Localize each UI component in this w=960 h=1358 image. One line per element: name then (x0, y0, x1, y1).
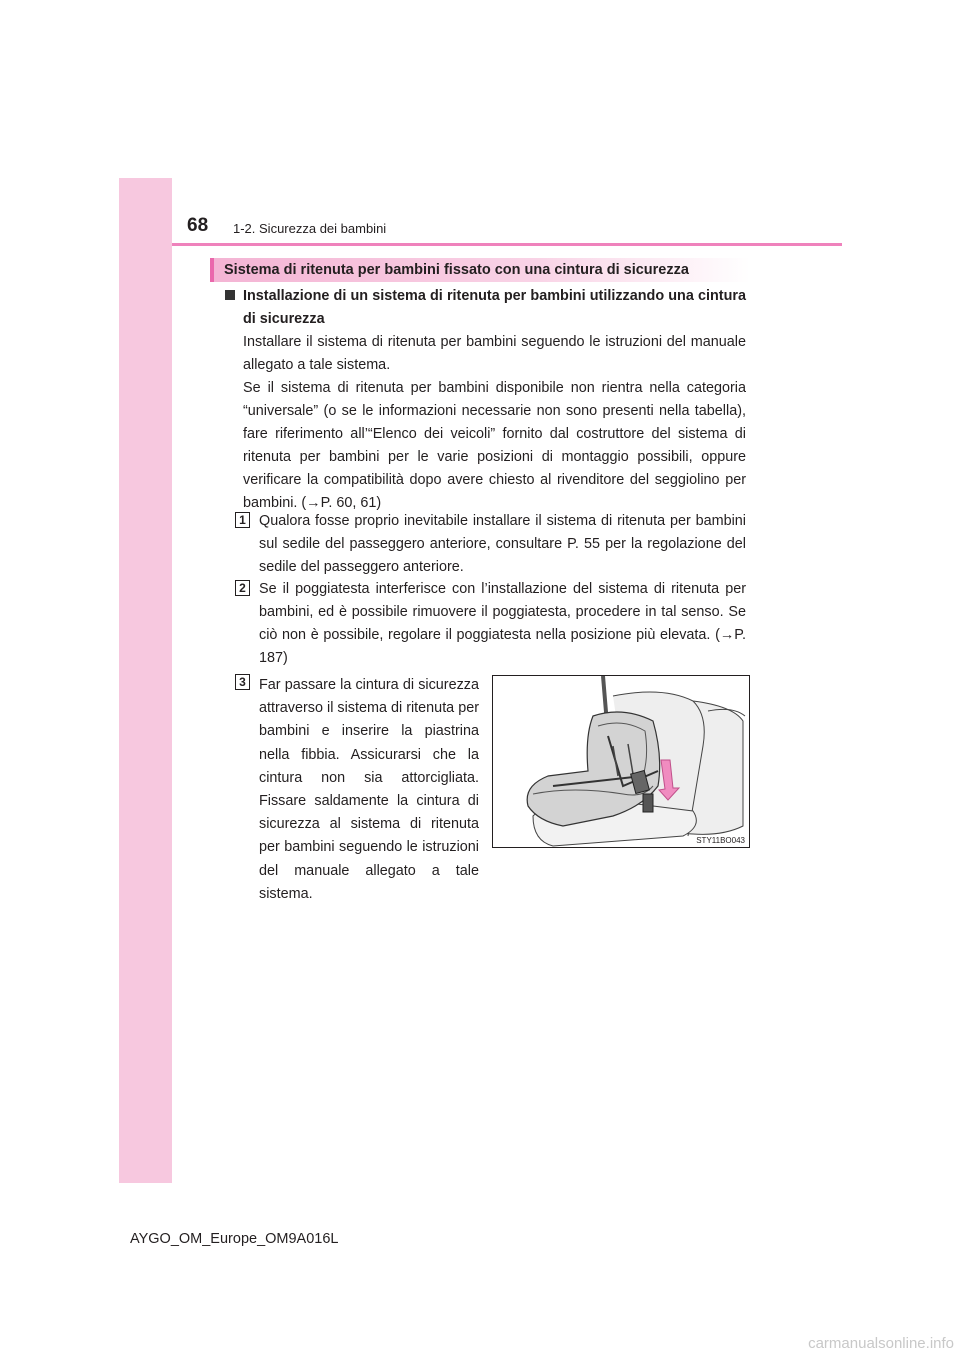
watermark: carmanualsonline.info (808, 1335, 954, 1352)
step-text-3: Far passare la cintura di sicurezza attraverso il sistema di ritenuta per bambini e inserire la piastrina nella fibbia. Assicurarsi che la cintura non sia attorcigliata. Fissare saldamente la cintura di sicurezza al sistema di ritenuta per bambini seguendo le istruzioni del manuale allegato a tale sistema. (259, 677, 479, 902)
header-rule (172, 243, 842, 246)
step-text-2: Se il poggiatesta interferisce con l’installazione del sistema di ritenuta per bambini, ed è possibile rimuovere il poggiatesta, procedere in tal senso. Se ciò non è possibile, regolare il poggiatesta nella posizione più elevata. (→P. 187) (259, 581, 746, 666)
child-seat-drawing (493, 676, 750, 848)
step-number-2: 2 (235, 580, 250, 596)
step-number-1: 1 (235, 512, 250, 528)
square-bullet-icon (225, 290, 235, 300)
paragraph-2: Se il sistema di ritenuta per bambini disponibile non rientra nella categoria “universale” (o se le informazioni necessarie non sono presenti nella tabella), fare riferimento all’“Elenco dei veicoli” fornito dal costruttore del sistema di ritenuta per bambini per le varie posizioni di montaggio possibili, oppure verificare la compatibilità dopo avere chiesto al rivenditore del seggiolino per bambini. (→P. 60, 61) (243, 380, 746, 511)
figure-code: STY11BO043 (696, 836, 745, 845)
page-number: 68 (187, 215, 209, 236)
section-banner (210, 258, 750, 282)
step-text-1: Qualora fosse proprio inevitabile installare il sistema di ritenuta per bambini sul sedile del passeggero anteriore, consultare P. 55 per la regolazione del sedile del passeggero anteriore. (259, 513, 746, 575)
subheading: Installazione di un sistema di ritenuta per bambini utilizzando una cintura di sicurezza (243, 288, 746, 327)
footer-doc-id: AYGO_OM_Europe_OM9A016L (130, 1231, 339, 1247)
child-seat-illustration (492, 675, 750, 848)
banner-title: Sistema di ritenuta per bambini fissato con una cintura di sicurezza (224, 262, 689, 278)
section-title: 1-2. Sicurezza dei bambini (233, 221, 387, 236)
paragraph-1: Installare il sistema di ritenuta per bambini seguendo le istruzioni del manuale allegato a tale sistema. (243, 334, 746, 373)
step-number-3: 3 (235, 674, 250, 690)
sidebar-tab (119, 178, 172, 1183)
